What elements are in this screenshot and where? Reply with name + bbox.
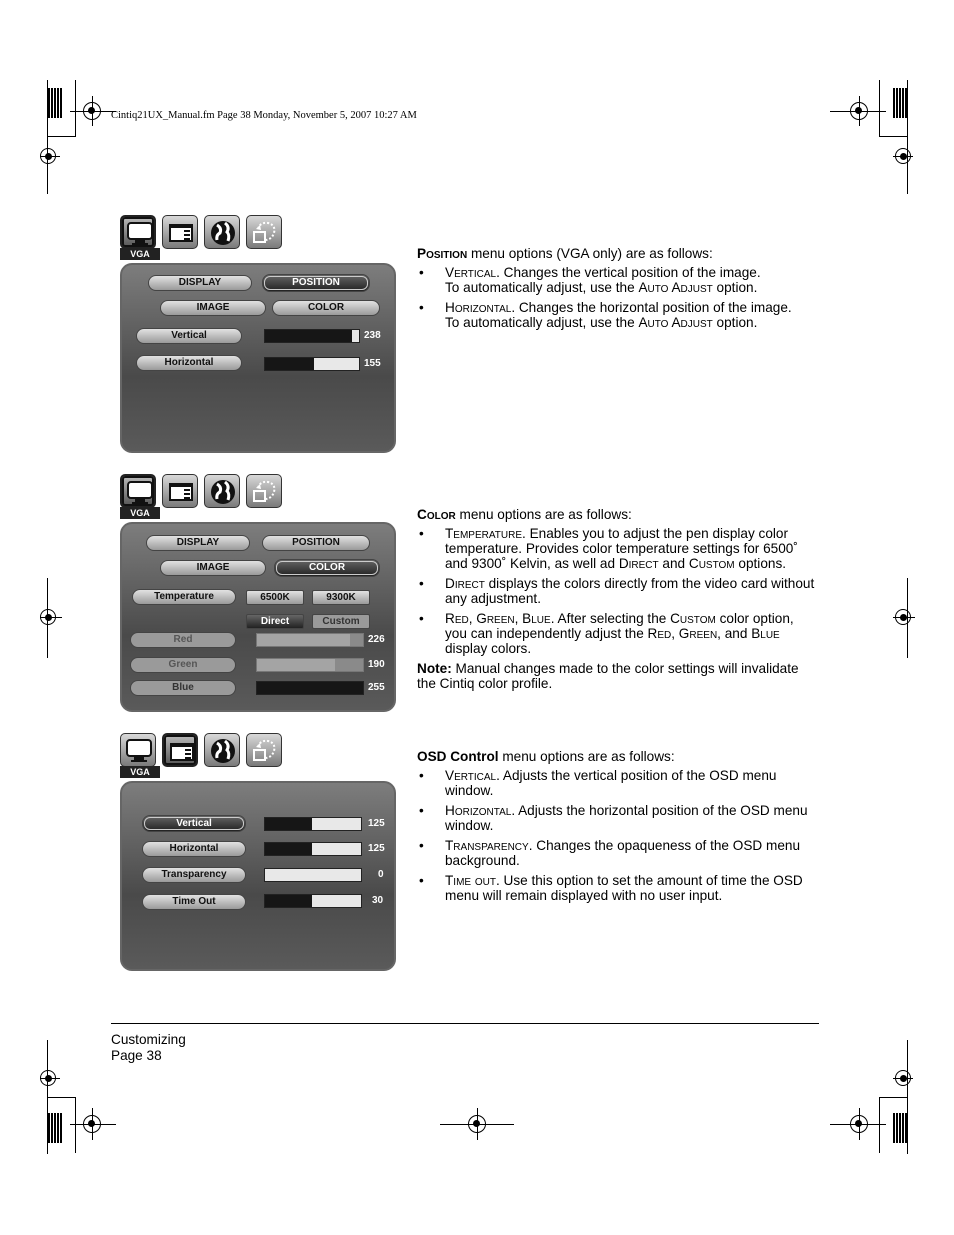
osd-window-icon [162,733,198,767]
text: options. [734,556,787,571]
term: Red, Green, Blue [445,611,551,626]
list-item [417,611,817,656]
color-heading: Color [417,507,456,522]
time-out-slider[interactable] [264,894,362,908]
list-item [417,526,817,571]
temperature-button[interactable]: Temperature [132,589,236,605]
text: option. [712,315,758,330]
globe-icon [204,733,240,767]
note-label: Note: [417,661,452,676]
time-out-button[interactable]: Time Out [142,894,246,910]
blue-button[interactable]: Blue [130,680,236,696]
reset-icon [246,733,282,767]
horizontal-value: 125 [368,843,385,854]
horizontal-button[interactable]: Horizontal [136,355,242,371]
green-value: 190 [368,659,385,670]
vga-badge: VGA [120,507,160,519]
text: . Adjusts the vertical position of the OSD menu window. [445,768,777,798]
direct-button[interactable]: Direct [246,614,304,629]
horizontal-button[interactable]: Horizontal [142,841,246,857]
image-button[interactable]: IMAGE [160,300,266,316]
red-slider[interactable] [256,633,364,647]
osd-window-icon [162,474,198,508]
osd-panel [120,522,396,712]
note-text: Manual changes made to the color settings will invalidate the Cintiq color profile. [417,661,799,691]
text: . Changes the vertical position of the image. [496,265,761,280]
text: . Adjusts the horizontal position of the OSD menu window. [445,803,808,833]
globe-icon [204,215,240,249]
list-item [417,300,817,330]
osd-panel [120,781,396,971]
text: To automatically adjust, use the [445,315,639,330]
text: option. [712,280,758,295]
osd-control-heading: OSD Control [417,749,499,764]
6500k-button[interactable]: 6500K [246,590,304,605]
osd-control-description [417,749,817,908]
blue-value: 255 [368,682,385,693]
term: Direct [445,576,485,591]
osd-window-icon [162,215,198,249]
footer-rule [111,1023,819,1024]
osd-control-screenshot [118,733,396,973]
text: display colors. [445,641,532,656]
osd-color-screenshot [118,474,396,714]
horizontal-slider[interactable] [264,842,362,856]
term: Red, Green, [647,626,721,641]
text: color option, you can independently adjust the [445,611,794,641]
custom-button[interactable]: Custom [312,614,370,629]
display-button[interactable]: DISPLAY [146,535,250,551]
list-item [417,576,817,606]
osd-control-intro: menu options are as follows: [498,749,675,764]
text: . Enables you to adjust the pen display color temperature. Provides color temperature settings for 6500˚ and 9300˚ Kelvin, as well ad [445,526,798,571]
term: Custom [670,611,716,626]
footer-page-number: Page 38 [111,1048,162,1063]
vertical-slider[interactable] [264,817,362,831]
vertical-slider[interactable] [264,329,360,343]
list-item [417,803,817,833]
transparency-slider[interactable] [264,868,362,882]
term: Direct [618,556,659,571]
green-slider[interactable] [256,658,364,672]
color-description [417,507,817,691]
red-value: 226 [368,634,385,645]
text: . Changes the opaqueness of the OSD menu background. [445,838,801,868]
display-button[interactable]: DISPLAY [148,275,252,291]
term: Auto Adjust [638,315,713,330]
image-button[interactable]: IMAGE [160,560,266,576]
term: Horizontal [445,300,512,315]
vertical-button[interactable]: Vertical [136,328,242,344]
list-item [417,873,817,903]
time-out-value: 30 [372,895,384,906]
page-footer [111,1032,186,1064]
reset-icon [246,474,282,508]
monitor-icon [120,474,156,508]
horizontal-value: 155 [364,358,381,369]
red-button[interactable]: Red [130,632,236,648]
globe-icon [204,474,240,508]
monitor-icon [120,215,156,249]
text: . Use this option to set the amount of time the OSD menu will remain displayed with no user input. [445,873,803,903]
monitor-icon [120,733,156,767]
green-button[interactable]: Green [130,657,236,673]
term: Vertical [445,768,497,783]
footer-section: Customizing [111,1032,186,1047]
vertical-value: 125 [368,818,385,829]
text: and [658,556,689,571]
text: displays the colors directly from the video card without any adjustment. [445,576,815,606]
vga-badge: VGA [120,248,160,260]
reset-icon [246,215,282,249]
transparency-value: 0 [378,869,384,880]
term: Time out [445,873,496,888]
position-heading: Position [417,246,468,261]
color-intro: menu options are as follows: [455,507,632,522]
position-description [417,246,817,335]
term: Transparency [445,838,529,853]
list-item [417,768,817,798]
term: Temperature [445,526,523,541]
term: Custom [688,556,735,571]
term: Blue [751,626,780,641]
list-item [417,838,817,868]
file-info-line: Cintiq21UX_Manual.fm Page 38 Monday, November 5, 2007 10:27 AM [111,110,417,121]
text: To automatically adjust, use the [445,280,639,295]
blue-slider[interactable] [256,681,364,695]
text: . Changes the horizontal position of the image. [511,300,792,315]
color-button[interactable]: COLOR [274,559,380,577]
osd-panel [120,263,396,453]
color-button[interactable]: COLOR [272,300,380,316]
horizontal-slider[interactable] [264,357,360,371]
osd-position-screenshot [118,215,396,455]
vga-badge: VGA [120,766,160,778]
text: and [720,626,752,641]
vertical-button[interactable]: Vertical [142,815,246,832]
term: Vertical [445,265,497,280]
position-button[interactable]: POSITION [262,274,370,292]
vertical-value: 238 [364,330,381,341]
transparency-button[interactable]: Transparency [142,867,246,883]
note [417,661,817,691]
position-intro: menu options (VGA only) are as follows: [467,246,713,261]
text: . After selecting the [550,611,671,626]
term: Auto Adjust [638,280,713,295]
list-item [417,265,817,295]
9300k-button[interactable]: 9300K [312,590,370,605]
term: Horizontal [445,803,512,818]
position-button[interactable]: POSITION [262,535,370,551]
